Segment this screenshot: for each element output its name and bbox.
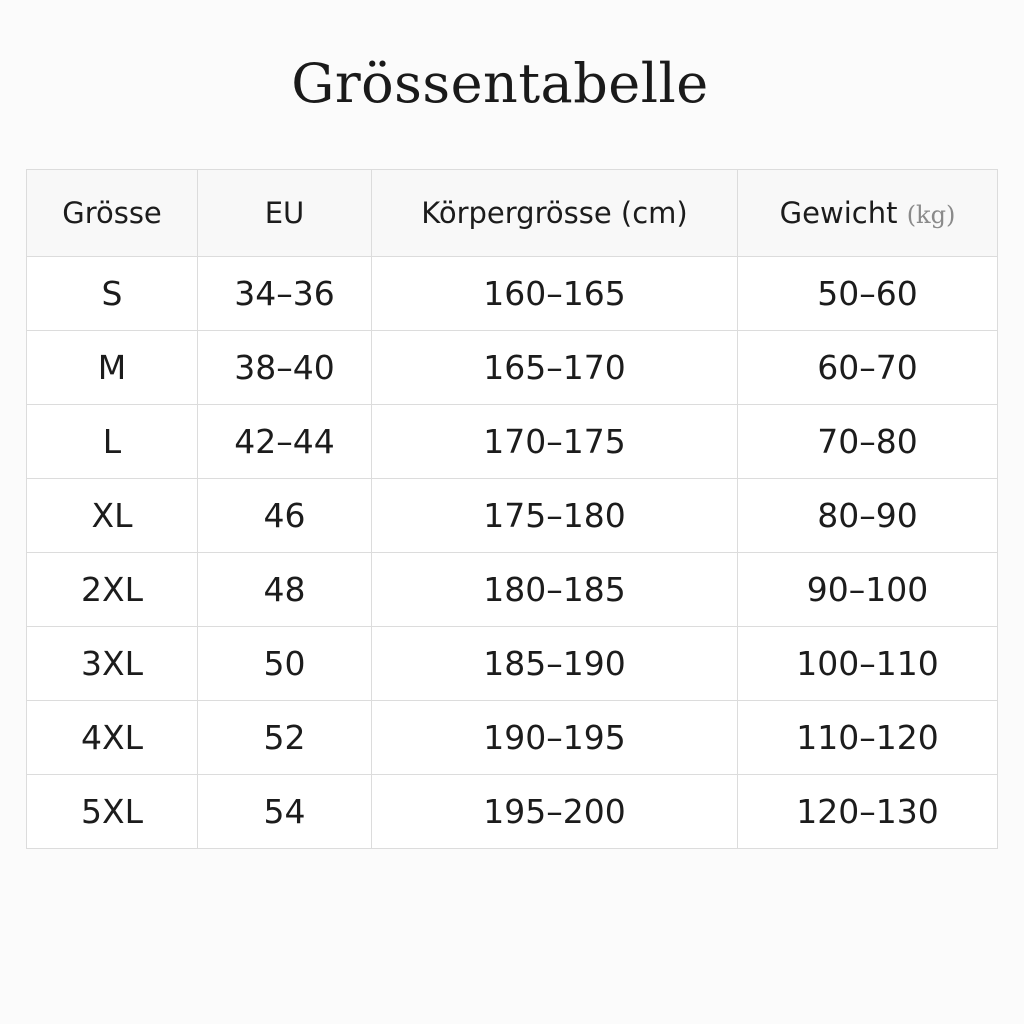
cell-eu: 46 [198,479,372,553]
cell-height: 160–165 [372,257,738,331]
size-chart-table [26,169,998,849]
cell-height: 165–170 [372,331,738,405]
page-title: Grössentabelle [291,52,709,115]
cell-size: L [27,405,198,479]
table-row [27,331,998,405]
cell-weight: 90–100 [738,553,998,627]
table-row [27,405,998,479]
cell-size: 4XL [27,701,198,775]
cell-size: 2XL [27,553,198,627]
table-row [27,553,998,627]
header-weight [738,170,998,257]
header-weight-unit: (kg) [906,201,956,229]
cell-eu: 34–36 [198,257,372,331]
cell-height: 170–175 [372,405,738,479]
cell-weight: 60–70 [738,331,998,405]
cell-weight: 110–120 [738,701,998,775]
cell-eu: 52 [198,701,372,775]
cell-size: M [27,331,198,405]
table-header-row [27,170,998,257]
table-row [27,627,998,701]
table-row [27,479,998,553]
cell-weight: 50–60 [738,257,998,331]
header-eu: EU [198,170,372,257]
header-weight-label: Gewicht [779,196,898,230]
header-height: Körpergrösse (cm) [372,170,738,257]
table-row [27,775,998,849]
cell-weight: 120–130 [738,775,998,849]
cell-size: 3XL [27,627,198,701]
cell-weight: 100–110 [738,627,998,701]
cell-height: 180–185 [372,553,738,627]
table-row [27,701,998,775]
cell-size: 5XL [27,775,198,849]
cell-eu: 42–44 [198,405,372,479]
cell-eu: 50 [198,627,372,701]
cell-size: S [27,257,198,331]
cell-weight: 80–90 [738,479,998,553]
cell-height: 175–180 [372,479,738,553]
cell-eu: 48 [198,553,372,627]
header-size: Grösse [27,170,198,257]
table-row [27,257,998,331]
cell-height: 185–190 [372,627,738,701]
cell-eu: 38–40 [198,331,372,405]
cell-size: XL [27,479,198,553]
cell-weight: 70–80 [738,405,998,479]
cell-eu: 54 [198,775,372,849]
cell-height: 195–200 [372,775,738,849]
cell-height: 190–195 [372,701,738,775]
